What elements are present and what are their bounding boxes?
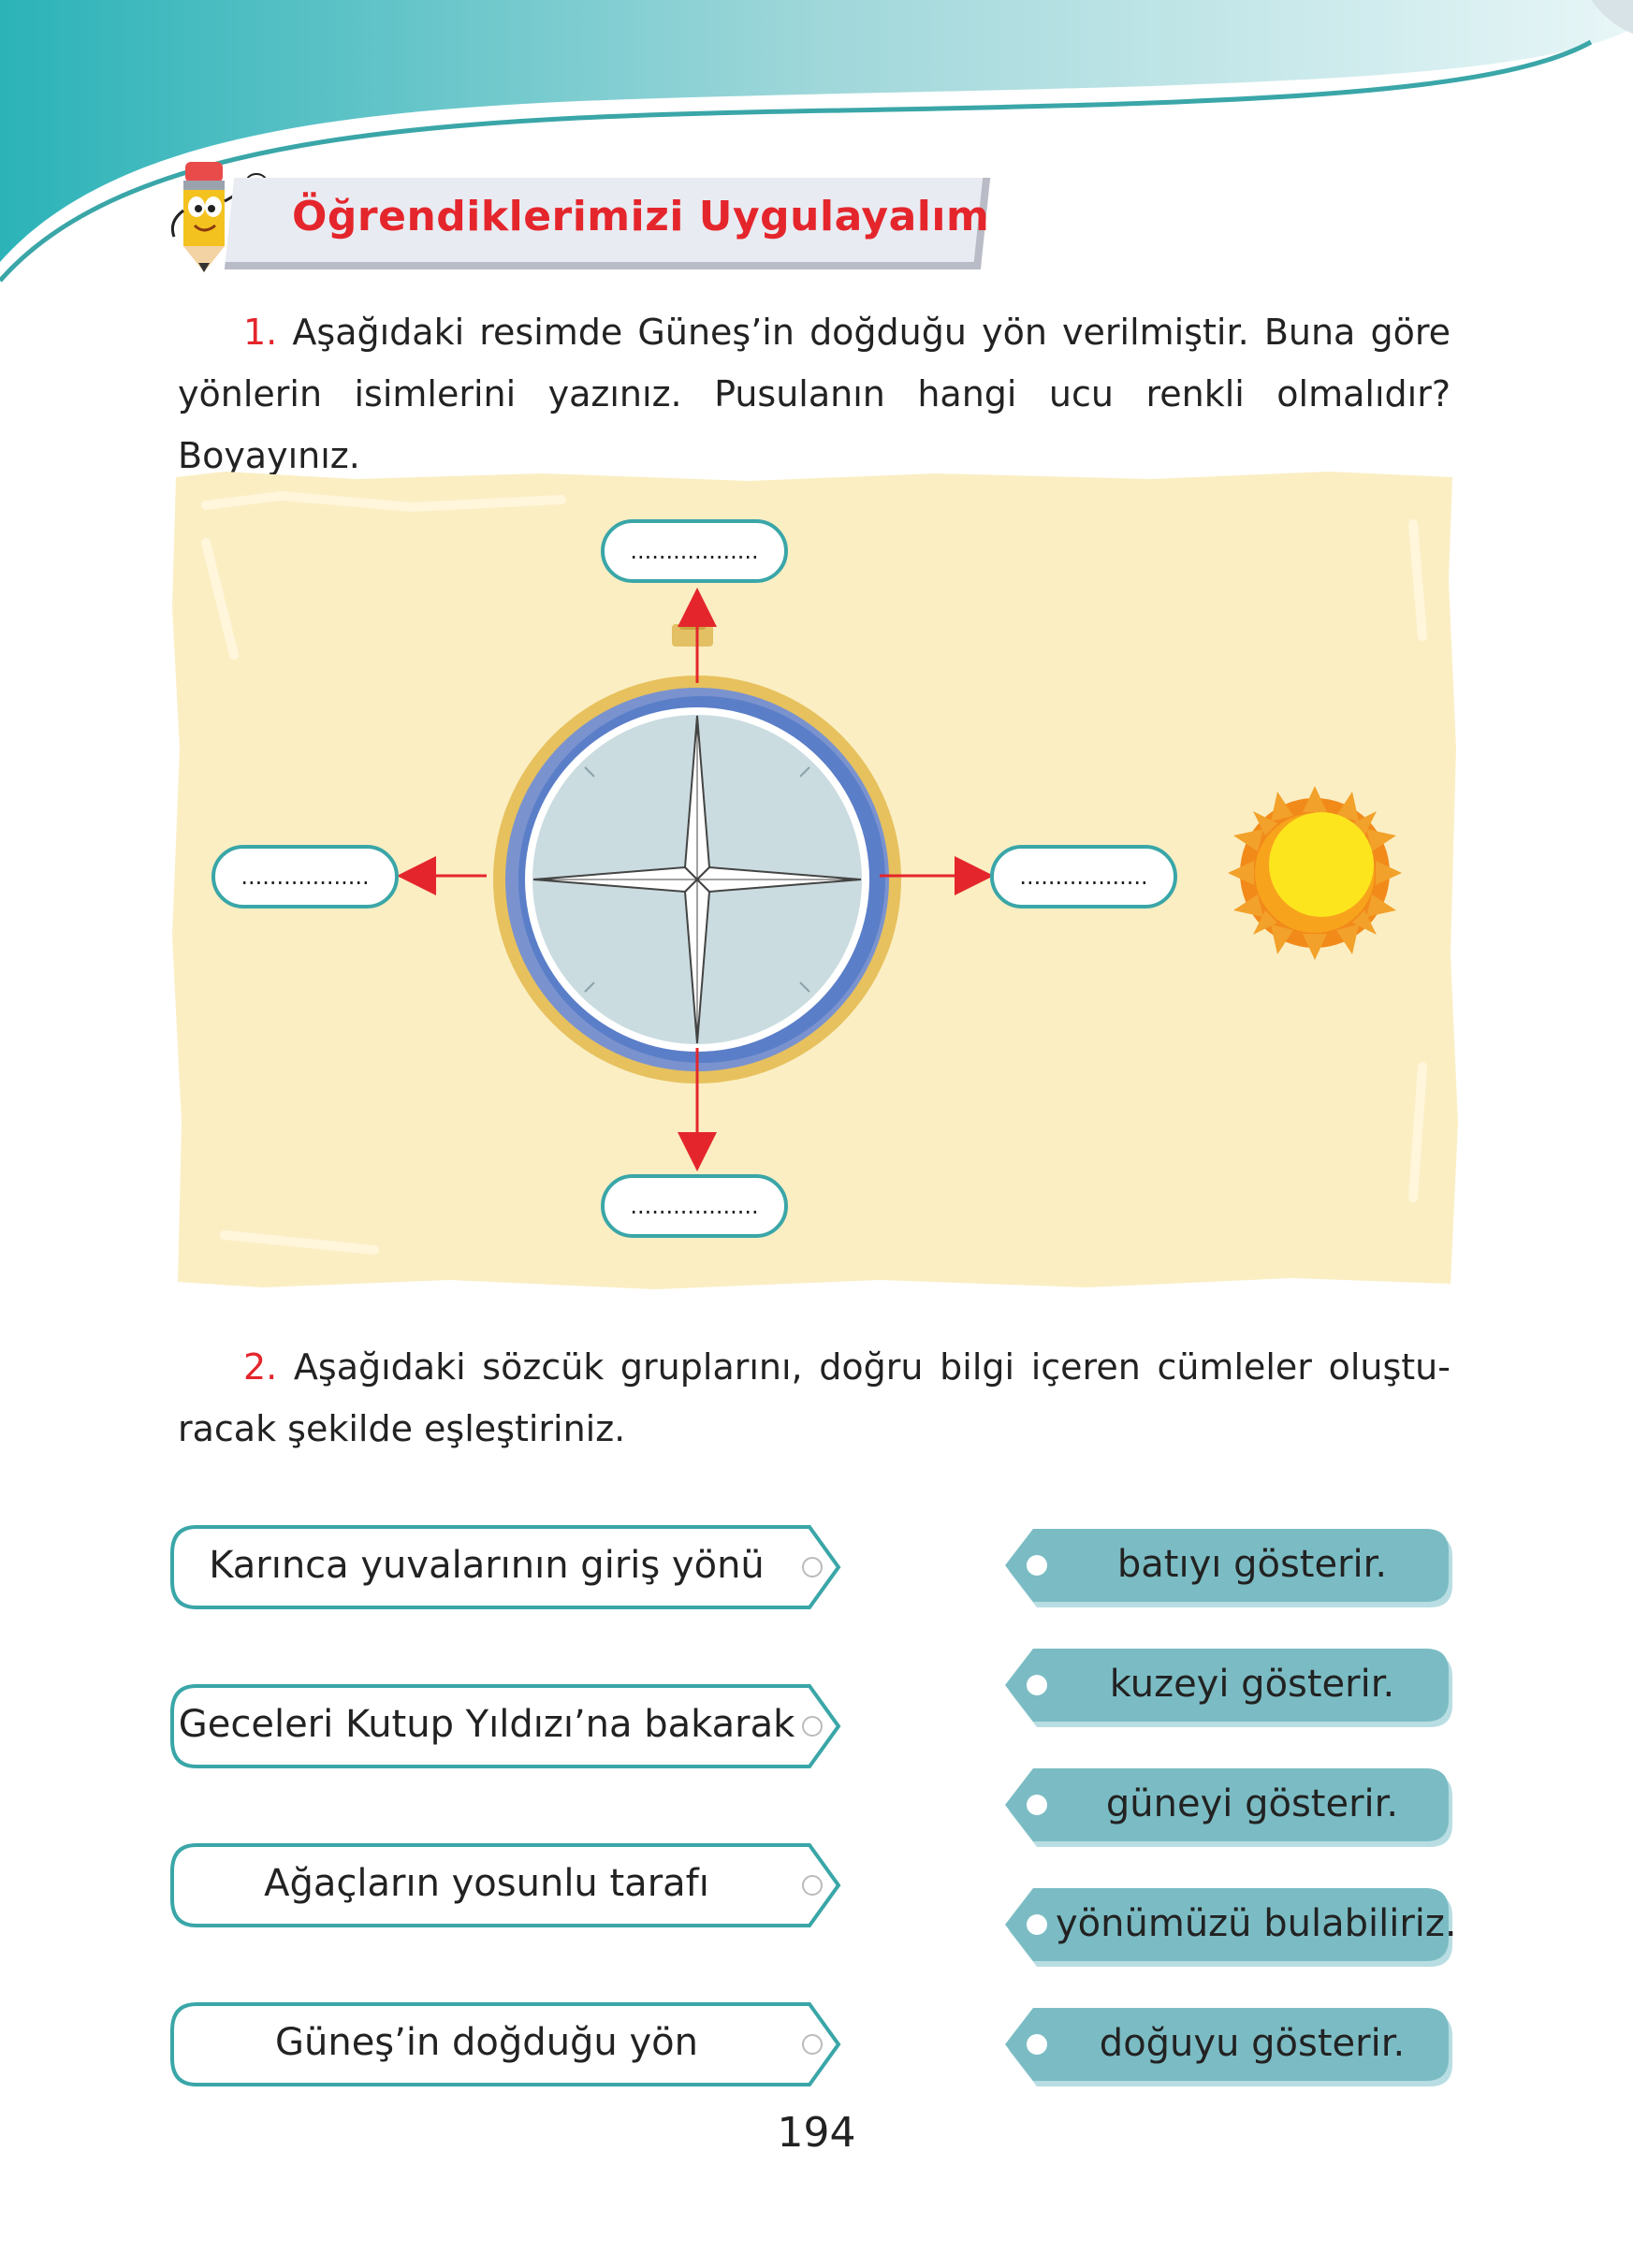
page-number: 194	[777, 2109, 856, 2157]
match-right-label: doğuyu gösterir.	[1099, 2022, 1406, 2065]
match-right-label: kuzeyi gösterir.	[1109, 1663, 1395, 1706]
match-right-item[interactable]	[999, 1527, 1452, 1611]
question-2	[178, 1336, 1451, 1460]
match-right-item[interactable]	[999, 1886, 1457, 1970]
west-blank[interactable]: ..................	[211, 845, 399, 909]
north-blank[interactable]: ..................	[601, 519, 788, 583]
question-1-number: 1.	[243, 312, 278, 353]
match-left-dot	[803, 1558, 822, 1577]
match-right-item[interactable]	[999, 1647, 1452, 1731]
question-1-text: Aşağıdaki resimde Güneş’in doğduğu yön verilmiştir. Buna göre yönlerin isimlerini yazınız. Pusulanın hangi ucu renkli olmalıdır? Boyayınız.	[178, 312, 1451, 476]
match-left-item[interactable]	[168, 1841, 842, 1929]
question-2-text: Aşağıdaki sözcük gruplarını, doğru bilgi içeren cümleler oluştu-racak şekilde eşleştiriniz.	[178, 1346, 1451, 1449]
sun-icon	[1226, 784, 1404, 962]
direction-arrows	[393, 580, 1011, 1179]
section-title: Öğrendiklerimizi Uygulayalım	[292, 193, 990, 240]
match-left-item[interactable]	[168, 1682, 842, 1770]
match-left-dot	[803, 1876, 822, 1895]
match-right-dot	[1027, 2034, 1047, 2055]
question-1	[178, 301, 1451, 487]
match-right-dot	[1027, 1555, 1047, 1576]
match-left-item[interactable]	[168, 1523, 842, 1611]
match-right-dot	[1027, 1914, 1047, 1935]
match-left-dot	[803, 2035, 822, 2054]
match-right-label: batıyı gösterir.	[1116, 1543, 1388, 1586]
match-left-item[interactable]	[168, 2000, 842, 2088]
match-right-label: yönümüzü bulabiliriz.	[1056, 1902, 1457, 1945]
south-blank[interactable]: ..................	[601, 1174, 788, 1238]
match-right-label: güneyi gösterir.	[1105, 1782, 1399, 1825]
match-left-label: Geceleri Kutup Yıldızı’na bakarak	[178, 1703, 795, 1746]
match-left-dot	[803, 1717, 822, 1736]
match-right-item[interactable]	[999, 2006, 1452, 2090]
match-left-label: Karınca yuvalarının giriş yönü	[209, 1544, 765, 1587]
match-right-dot	[1027, 1795, 1047, 1815]
match-right-dot	[1027, 1675, 1047, 1695]
match-left-label: Güneş’in doğduğu yön	[275, 2021, 698, 2064]
question-2-number: 2.	[243, 1346, 278, 1388]
match-left-label: Ağaçların yosunlu tarafı	[264, 1862, 709, 1905]
east-blank[interactable]: ..................	[990, 845, 1177, 909]
match-right-item[interactable]	[999, 1766, 1452, 1851]
